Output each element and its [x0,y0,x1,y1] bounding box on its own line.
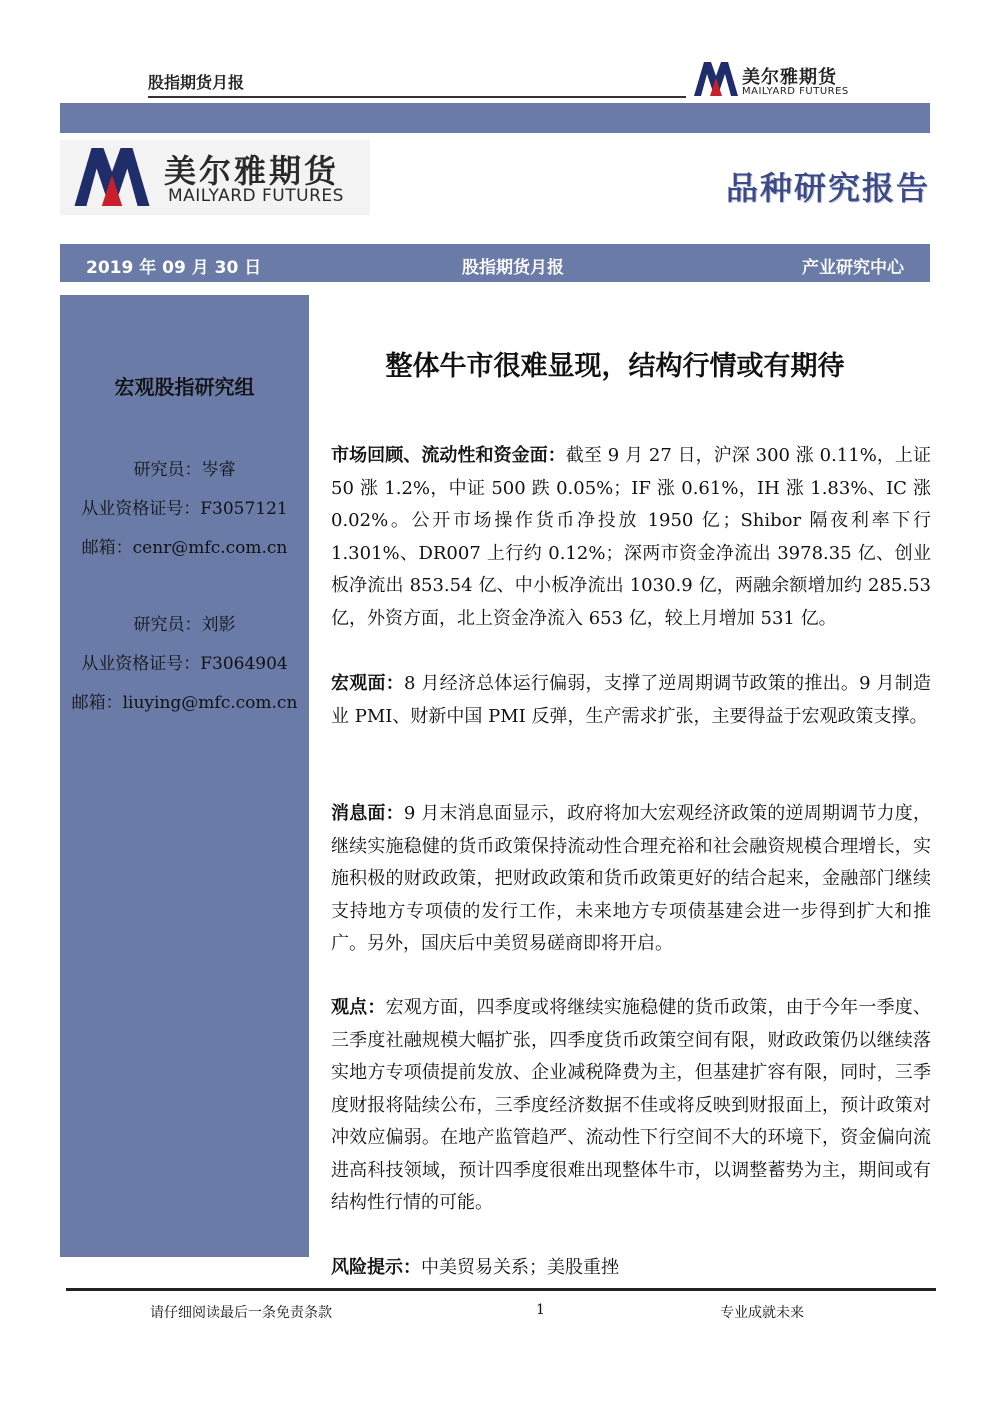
section-label: 消息面： [331,803,404,824]
header-logo [694,62,864,102]
section-text: 9 月末消息面显示，政府将加大宏观经济政策的逆周期调节力度，继续实施稳健的货币政策保持流动性合理充裕和社会融资规模合理增长，实施积极的财政政策，把财政政策和货币政策更好的结合起来，金融部门继续支持地方专项债的发行工作，未来地方专项债基建会进一步得到扩大和推广。另外，国庆后中美贸易磋商即将开启。 [331,803,932,954]
brand-logo [60,140,370,215]
section-risk [331,1252,931,1285]
section-label: 观点： [331,997,386,1018]
header-brand-cn: 美尔雅期货 [742,67,837,88]
section-viewpoint [331,992,931,1220]
department-label: 产业研究中心 [802,258,904,278]
header-brand-en: MAILYARD FUTURES [742,86,849,97]
mailyard-logo-icon [694,62,738,96]
researcher-name: 研究员：岑睿 [133,460,236,480]
researcher-cert: 从业资格证号：F3064904 [81,654,288,674]
researcher-name: 研究员：刘影 [133,615,236,635]
section-label: 风险提示： [331,1257,421,1278]
report-headline: 整体牛市很难显现，结构行情或有期待 [385,351,845,382]
section-macro [331,668,931,733]
page-number: 1 [536,1302,545,1318]
section-label: 宏观面： [331,673,404,694]
header-rule [148,96,686,98]
info-bar [60,244,930,282]
footer-rule [66,1288,936,1291]
mailyard-logo-large-icon [66,148,158,206]
report-date: 2019 年 09 月 30 日 [86,258,262,278]
section-text: 截至 9 月 27 日，沪深 300 涨 0.11%，上证 50 涨 1.2%，中证 500 跌 0.05%；IF 涨 0.61%，IH 涨 1.83%、IC 涨 0.02%。公开市场操作货币净投放 1950 亿；Shibor 隔夜利率下行 1.301%、DR007 上行约 0.12%；深两市资金净流出 3978.35 亿、创业板净流出 853.54 亿、中小板净流出 1030.9 亿，两融余额增加约 285.53 亿，外资方面，北上资金净流入 653 亿，较上月增加 531 亿。 [331,445,931,629]
disclaimer-note: 请仔细阅读最后一条免责条款 [150,1305,332,1321]
section-market-review [331,440,931,635]
section-news [331,798,931,961]
report-type-label: 股指期货月报 [462,258,564,278]
author-sidebar [60,295,309,1257]
footer-slogan: 专业成就未来 [720,1305,804,1321]
header-band [60,103,930,133]
researcher-email[interactable]: 邮箱：cenr@mfc.com.cn [81,538,288,558]
section-text: 8 月经济总体运行偏弱，支撑了逆周期调节政策的推出。9 月制造业 PMI、财新中国 PMI 反弹，生产需求扩张，主要得益于宏观政策支撑。 [331,673,931,727]
section-label: 市场回顾、流动性和资金面： [331,445,566,466]
section-text: 中美贸易关系；美股重挫 [421,1257,619,1278]
report-type-title: 品种研究报告 [725,169,930,207]
researcher-email[interactable]: 邮箱：liuying@mfc.com.cn [71,693,298,713]
report-series-title: 股指期货月报 [148,73,245,92]
brand-name-cn: 美尔雅期货 [164,152,340,190]
research-group-title: 宏观股指研究组 [114,375,255,399]
brand-name-en: MAILYARD FUTURES [168,186,344,206]
section-text: 宏观方面，四季度或将继续实施稳健的货币政策，由于今年一季度、三季度社融规模大幅扩张，四季度货币政策空间有限，财政政策仍以继续落实地方专项债提前发放、企业减税降费为主，但基建扩容有限，同时，三季度财报将陆续公布，三季度经济数据不佳或将反映到财报面上，预计政策对冲效应偏弱。在地产监管趋严、流动性下行空间不大的环境下，资金偏向流进高科技领域，预计四季度很难出现整体牛市，以调整蓄势为主，期间或有结构性行情的可能。 [331,997,931,1213]
researcher-cert: 从业资格证号：F3057121 [81,499,288,519]
